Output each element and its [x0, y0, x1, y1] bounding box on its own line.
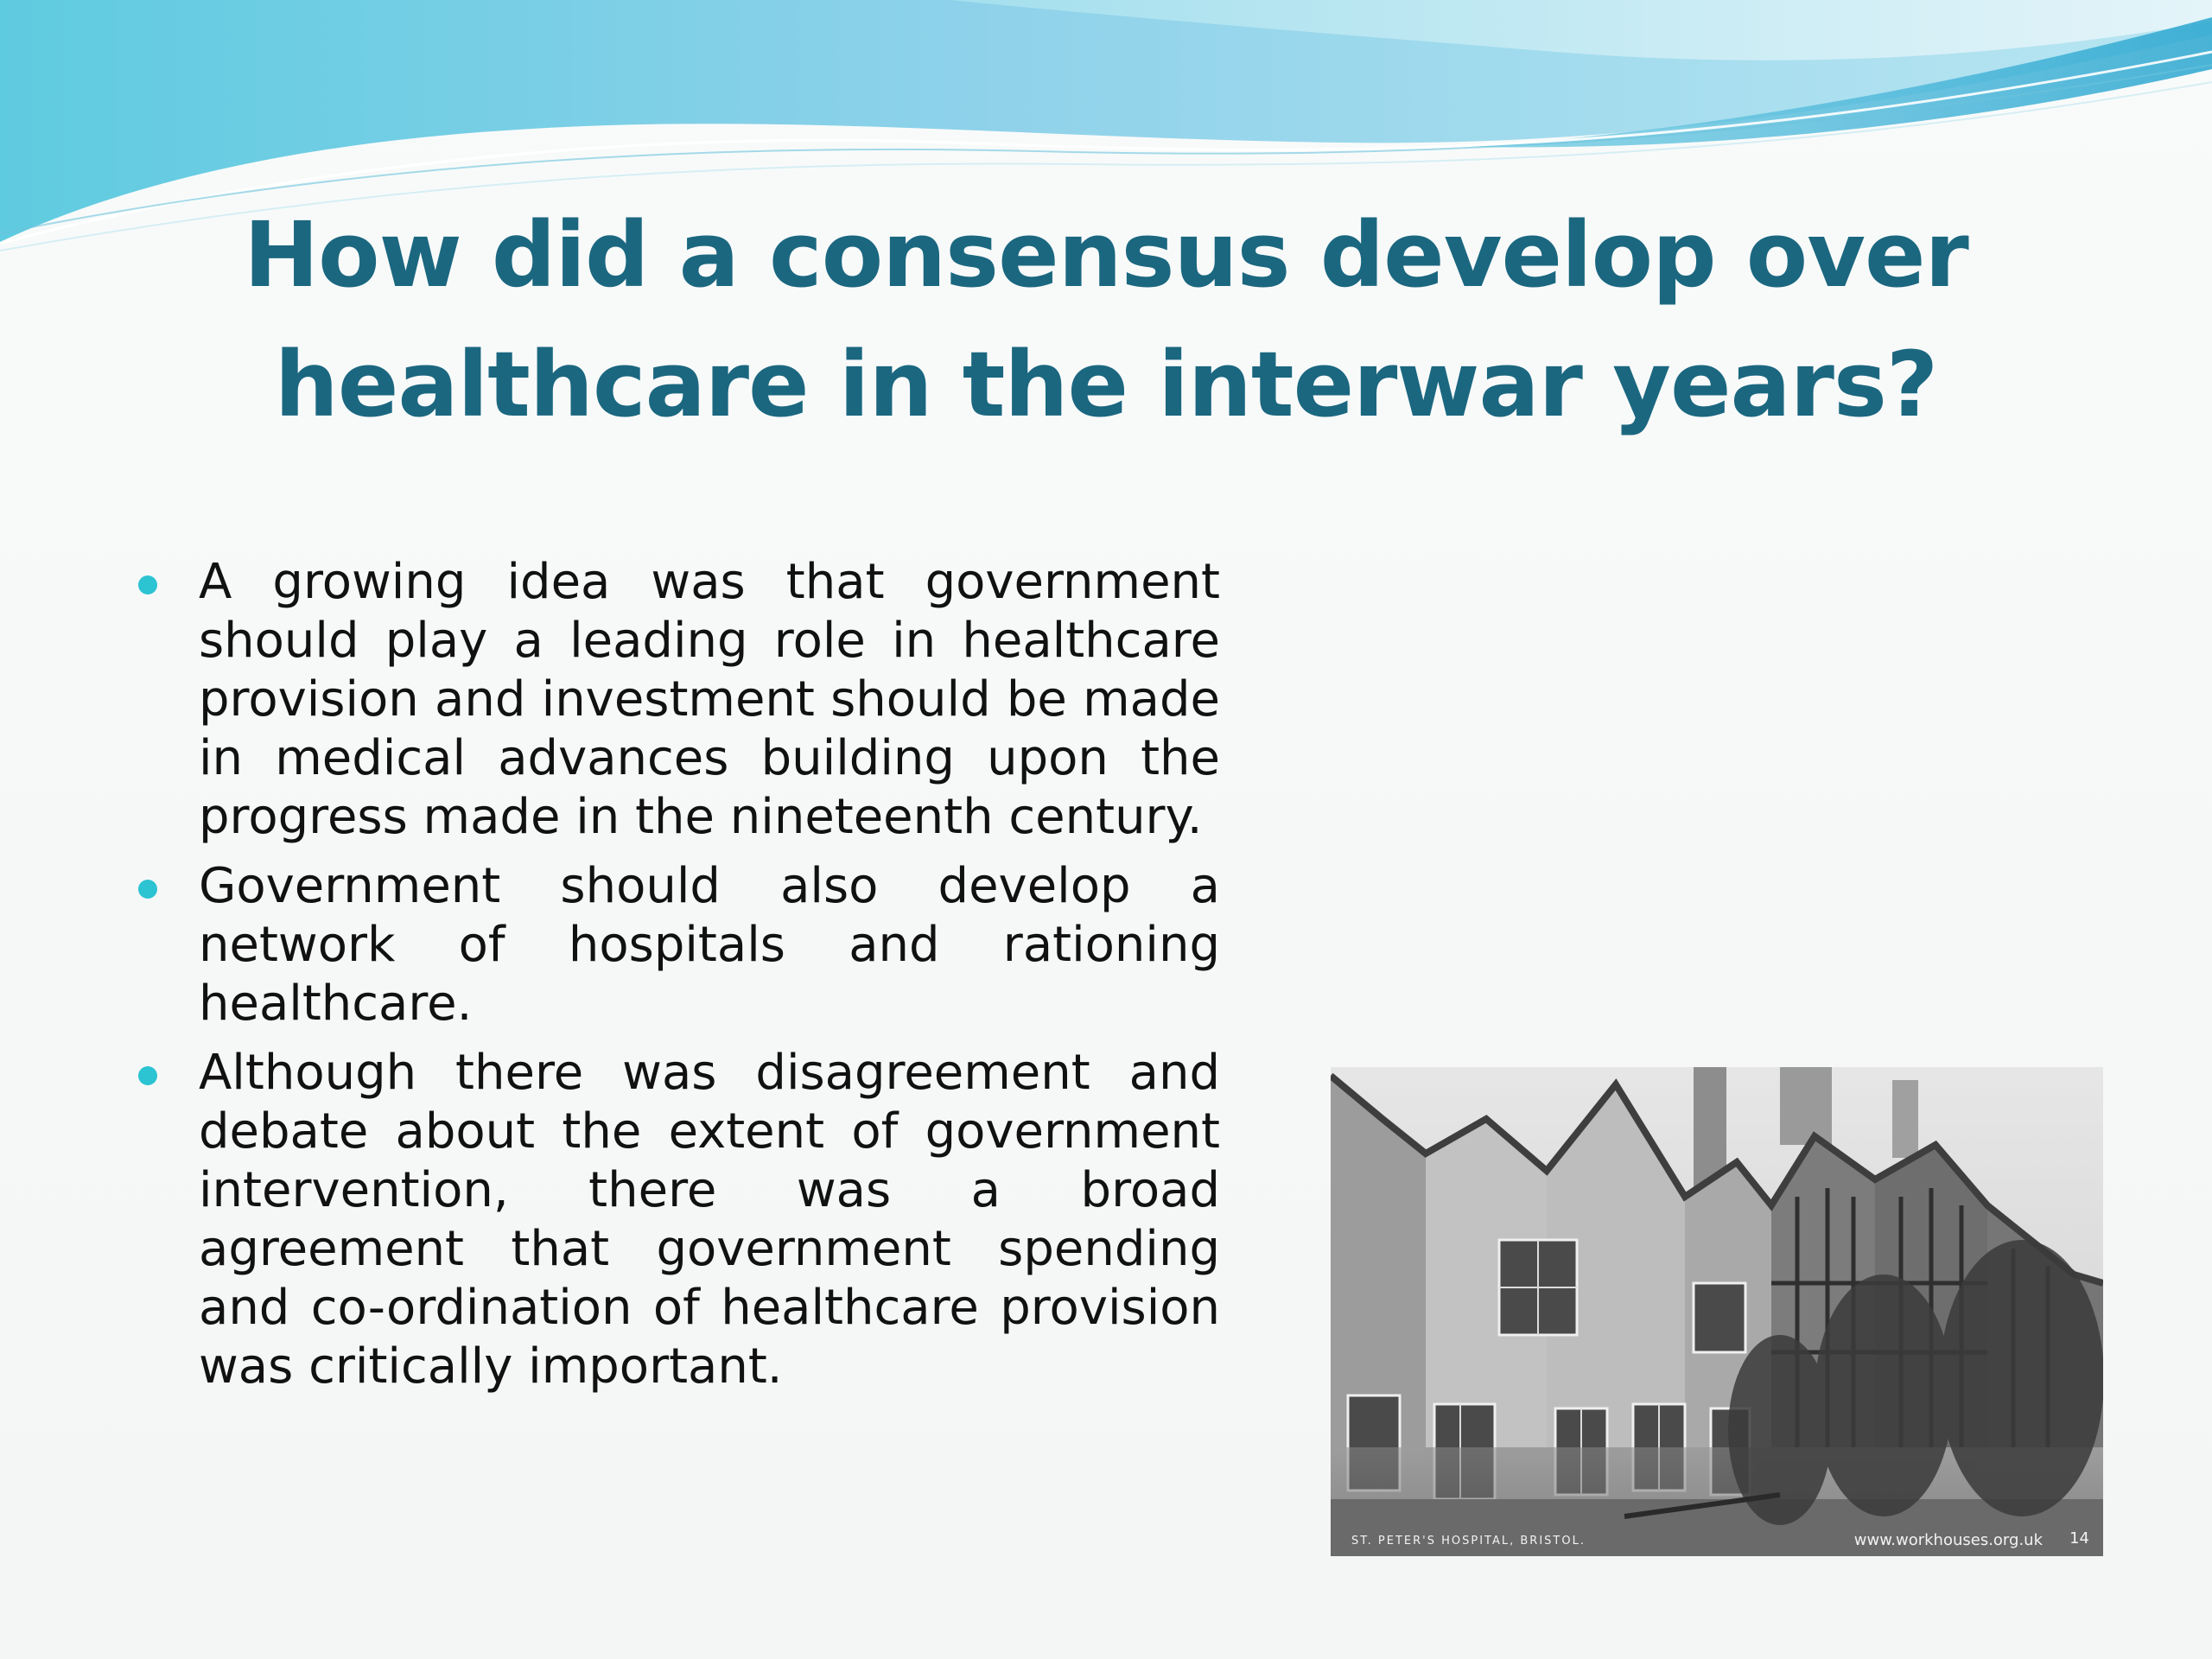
bullet-icon — [138, 575, 157, 594]
bullet-text: A growing idea was that government should play a leading role in healthcare provision and investment should be made in medical advances building upon the progress made in the nineteenth century. — [199, 554, 1220, 845]
bullet-list — [130, 553, 1220, 1407]
title-line-2: healthcare in the interwar years? — [274, 332, 1938, 437]
hospital-photo — [1331, 1067, 2103, 1556]
hospital-building-illustration — [1331, 1067, 2103, 1556]
bullet-item — [130, 553, 1220, 847]
bullet-item — [130, 857, 1220, 1033]
bullet-icon — [138, 880, 157, 899]
bullet-icon — [138, 1066, 157, 1085]
photo-caption-location: ST. PETER'S HOSPITAL, BRISTOL. — [1351, 1535, 1586, 1548]
bullet-text: Although there was disagreement and debate about the extent of government intervention, there was a broad agreement that government spending and co-ordination of healthcare provision was critically important. — [199, 1045, 1220, 1395]
photo-caption-source: www.workhouses.org.uk — [1853, 1531, 2043, 1549]
photo-number: 14 — [2069, 1529, 2089, 1548]
slide-title — [156, 190, 2056, 449]
bullet-text: Government should also develop a network of hospitals and rationing healthcare. — [199, 858, 1220, 1032]
title-line-1: How did a consensus develop over — [244, 202, 1968, 308]
bullet-item — [130, 1044, 1220, 1396]
